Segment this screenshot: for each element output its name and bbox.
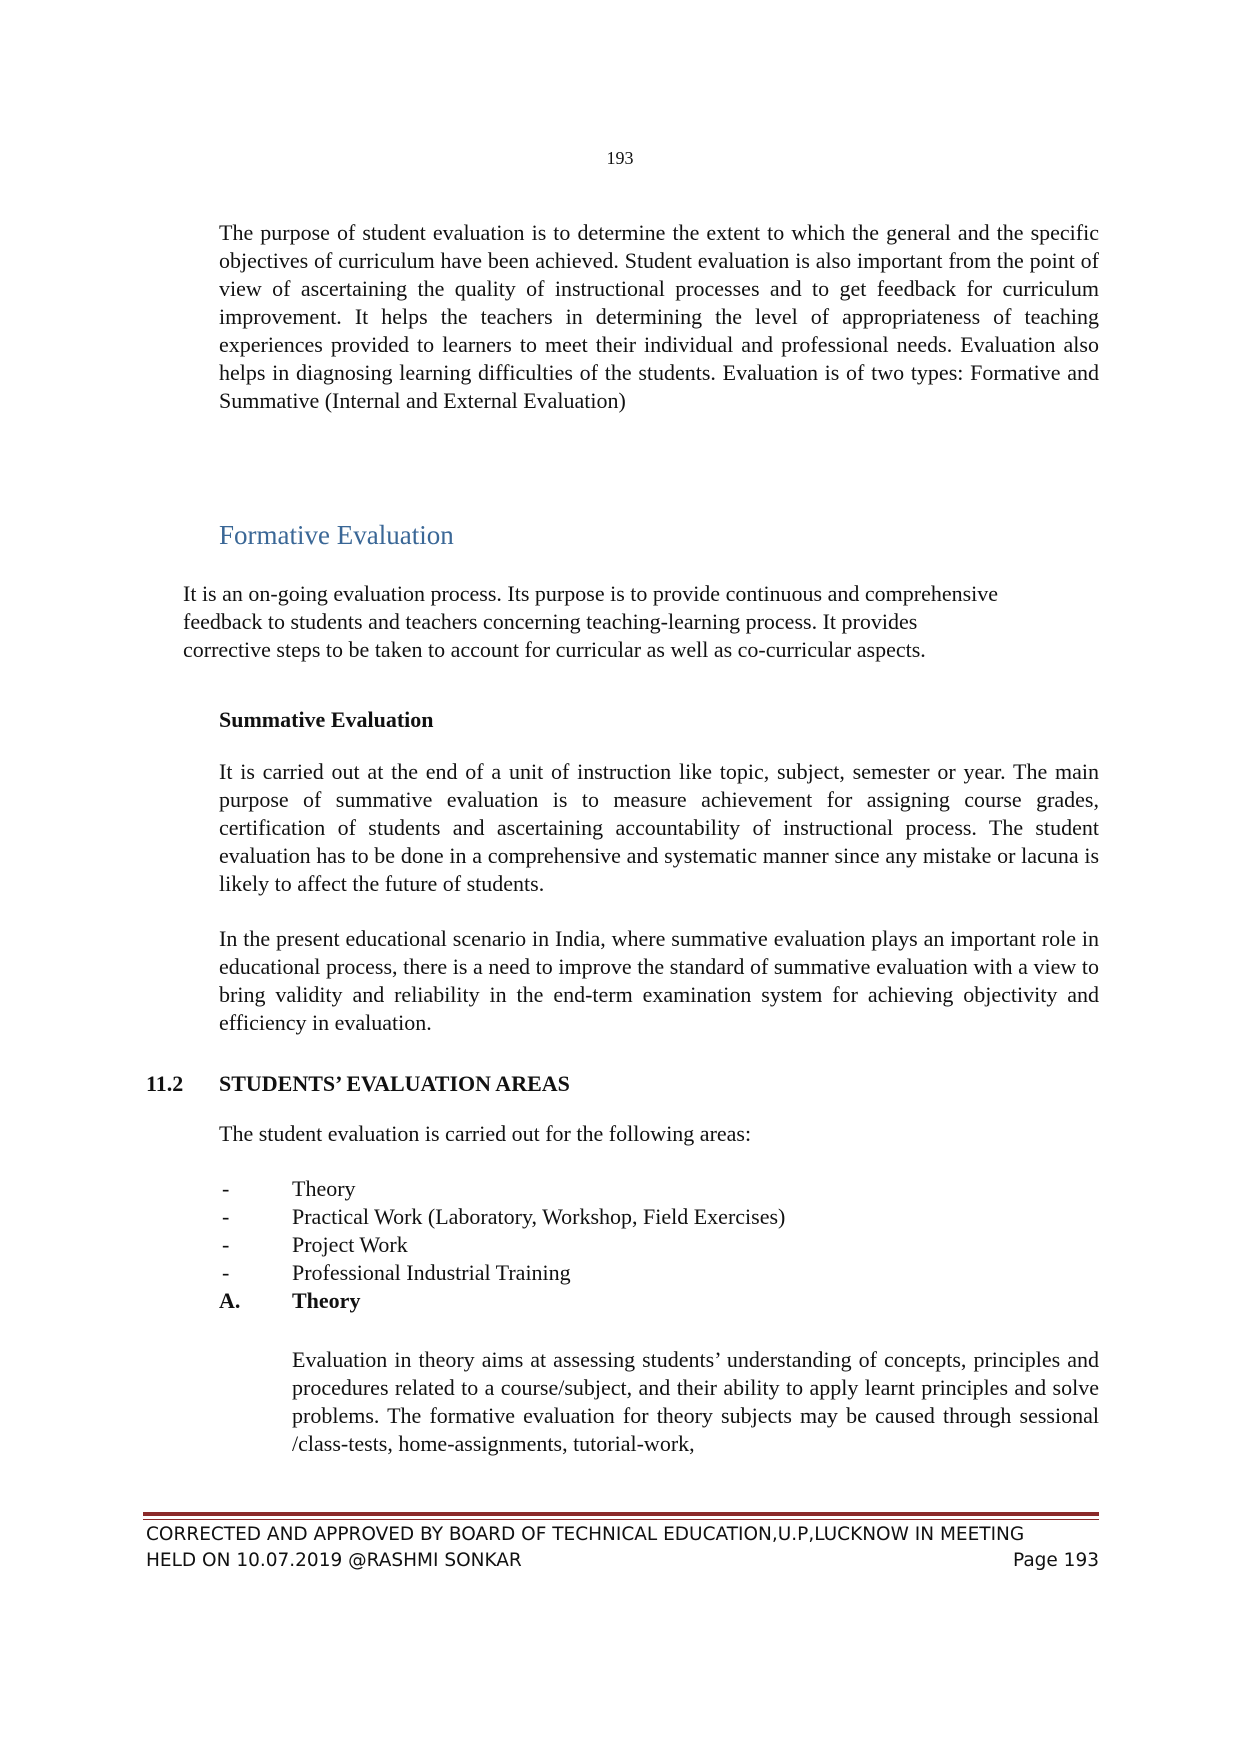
footer-approval-line: CORRECTED AND APPROVED BY BOARD OF TECHNICAL EDUCATION,U.P,LUCKNOW IN MEETING: [146, 1524, 1025, 1545]
formative-line: feedback to students and teachers concerning teaching-learning process. It provides: [183, 609, 918, 634]
bullet-dash: -: [222, 1204, 230, 1229]
formative-line: It is an on-going evaluation process. Its purpose is to provide continuous and comprehensive: [183, 581, 999, 606]
summative-paragraph-1: It is carried out at the end of a unit of instruction like topic, subject, semester or year. The main purpose of summative evaluation is to measure achievement for assigning course grades, certification of students and ascertaining accountability of instructional process. The student evaluation has to be done in a comprehensive and systematic manner since any mistake or lacuna is likely to affect the future of students.: [219, 759, 1099, 896]
formative-evaluation-paragraph: [183, 580, 1103, 664]
section-number: 11.2: [146, 1071, 184, 1096]
summative-paragraph-2: In the present educational scenario in India, where summative evaluation plays an important role in educational process, there is a need to improve the standard of summative evaluation with a view to bring validity and reliability in the end-term examination system for achieving objectivity and efficiency in evaluation.: [219, 926, 1099, 1035]
list-item-label: Project Work: [292, 1232, 408, 1257]
theory-title: Theory: [292, 1288, 361, 1313]
theory-paragraph: Evaluation in theory aims at assessing students’ understanding of concepts, principles and procedures related to a course/subject, and their ability to apply learnt principles and solve problems. The formative evaluation for theory subjects may be caused through sessional /class-tests, home-assignments, tutorial-work,: [292, 1347, 1099, 1456]
page-number: 193: [606, 148, 634, 168]
list-item-label: Theory: [292, 1176, 356, 1201]
bullet-dash: -: [222, 1176, 230, 1201]
intro-paragraph: The purpose of student evaluation is to determine the extent to which the general and the specific objectives of curriculum have been achieved. Student evaluation is also important from the point of view of ascertaining the quality of instructional processes and to get feedback for curriculum improvement. It helps the teachers in determining the level of appropriateness of teaching experiences provided to learners to meet their individual and professional needs. Evaluation also helps in diagnosing learning difficulties of the students. Evaluation is of two types: Formative and Summative (Internal and External Evaluation): [219, 220, 1099, 413]
bullet-dash: -: [222, 1232, 230, 1257]
formative-line: corrective steps to be taken to account for curricular as well as co-curricular aspects.: [183, 637, 926, 662]
theory-letter: A.: [219, 1288, 241, 1313]
list-item-label: Practical Work (Laboratory, Workshop, Field Exercises): [292, 1204, 786, 1229]
summative-evaluation-heading: Summative Evaluation: [219, 707, 434, 732]
section-title: STUDENTS’ EVALUATION AREAS: [219, 1071, 570, 1096]
footer-meeting-line: HELD ON 10.07.2019 @RASHMI SONKAR: [146, 1550, 522, 1571]
list-item-label: Professional Industrial Training: [292, 1260, 571, 1285]
footer-rule-thin: [143, 1519, 1099, 1520]
footer-page-label: Page 193: [1013, 1550, 1099, 1571]
formative-evaluation-heading: Formative Evaluation: [219, 520, 454, 550]
section-intro: The student evaluation is carried out for the following areas:: [219, 1121, 752, 1146]
footer-rule: [143, 1512, 1099, 1516]
bullet-dash: -: [222, 1260, 230, 1285]
